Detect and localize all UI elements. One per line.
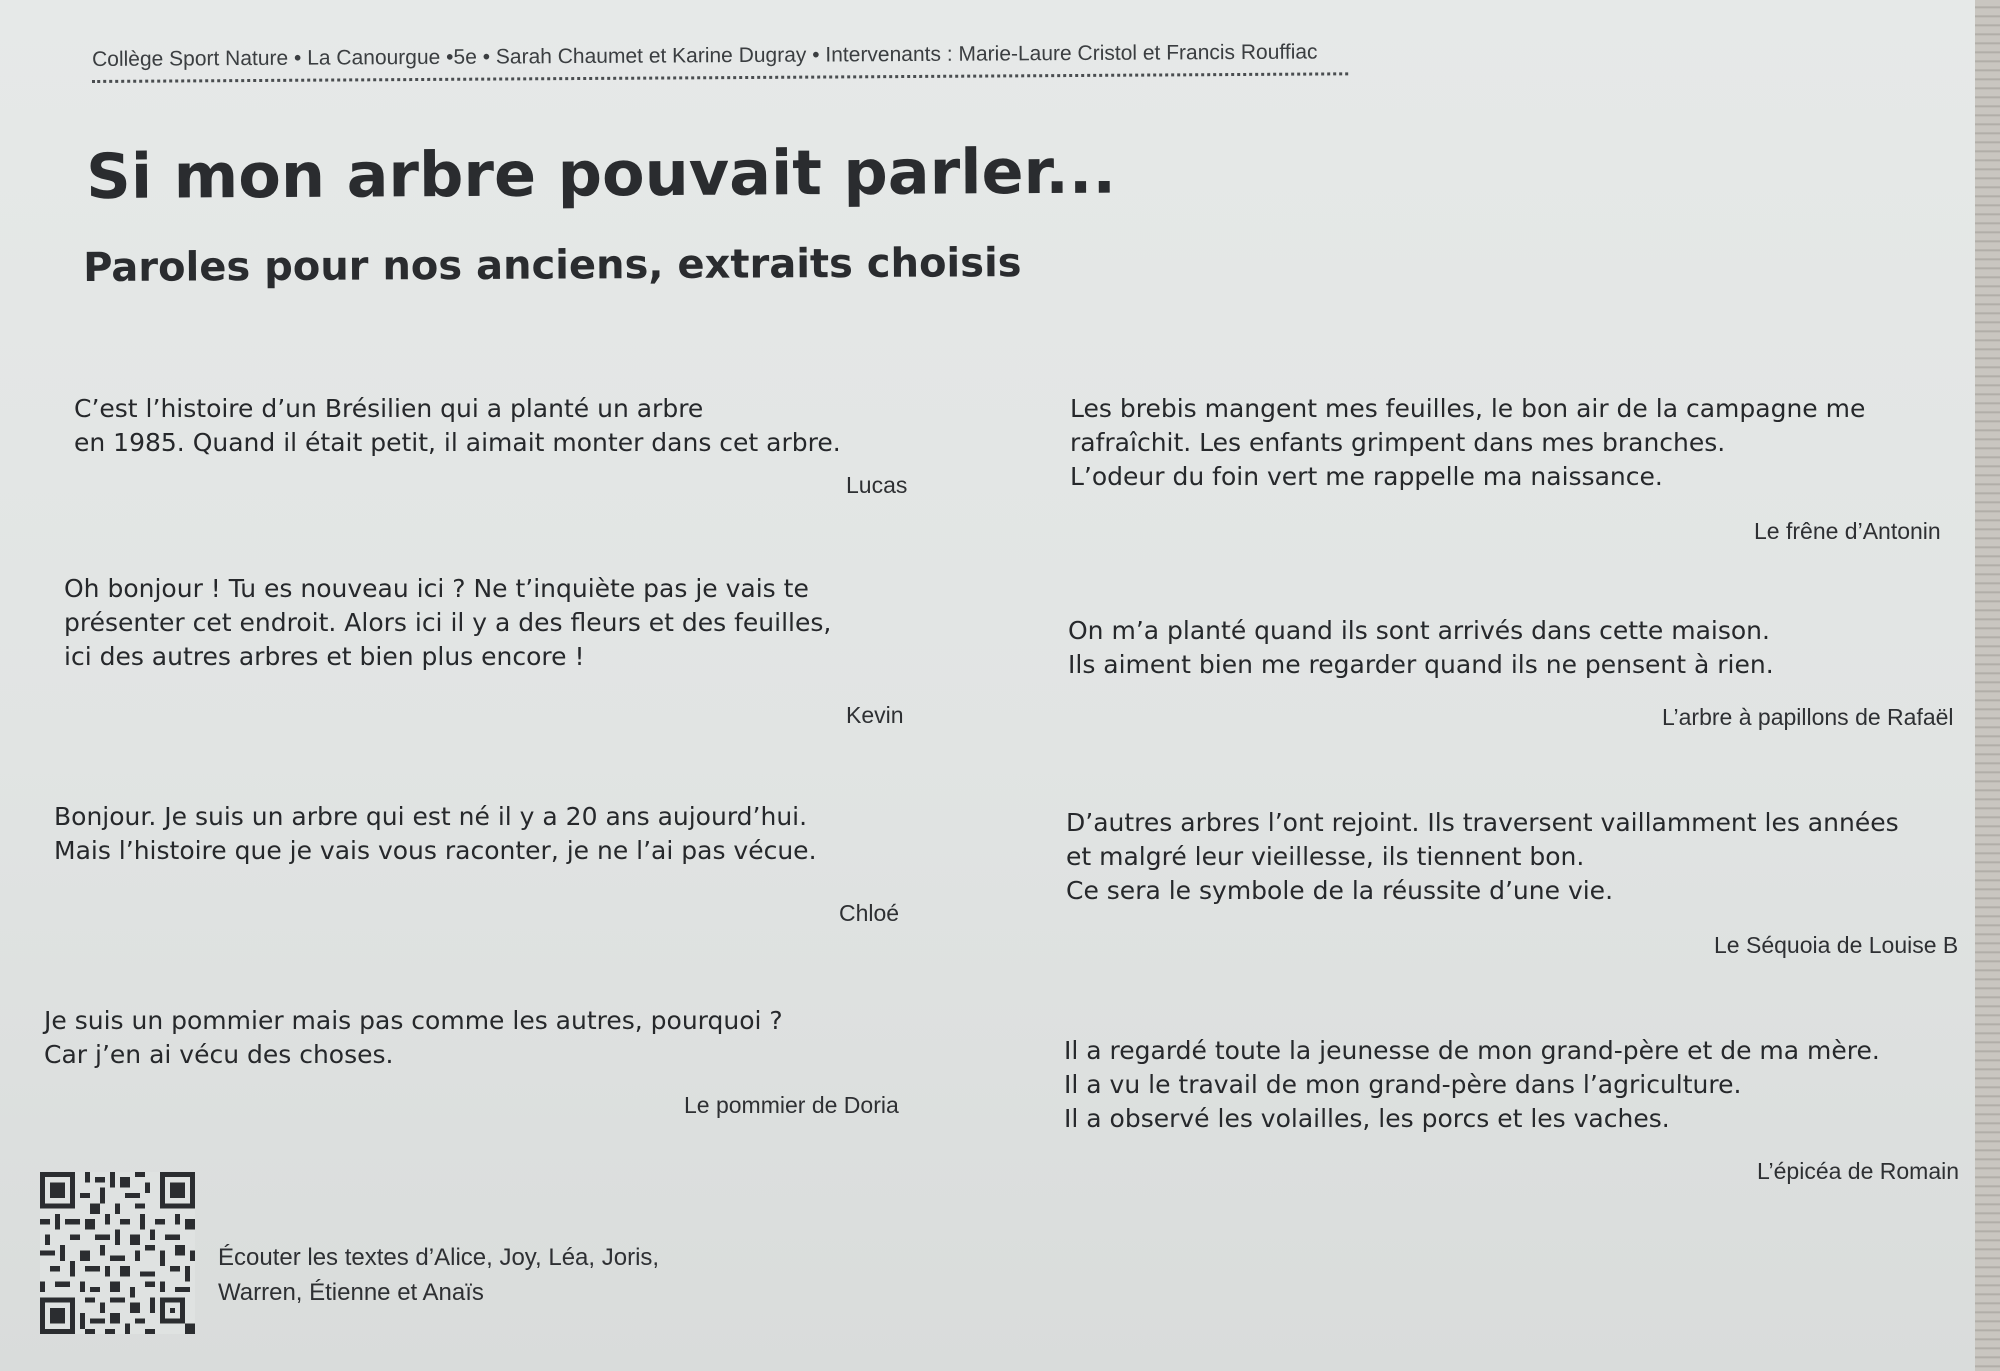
quote-line: Il a observé les volailles, les porcs et les vaches. — [1064, 1104, 1670, 1133]
quote-line: ici des autres arbres et bien plus encore ! — [64, 642, 585, 671]
quote-line: Mais l’histoire que je vais vous raconter, je ne l’ai pas vécue. — [54, 836, 817, 865]
qr-code-icon[interactable] — [40, 1172, 195, 1334]
quote-author: L’arbre à papillons de Rafaël — [1662, 704, 1954, 730]
quote-author: Kevin — [846, 702, 904, 728]
quote-line: Il a regardé toute la jeunesse de mon grand-père et de ma mère. — [1064, 1036, 1880, 1065]
quote-author: L’épicéa de Romain — [1757, 1158, 1960, 1184]
quote-author: Lucas — [846, 472, 908, 498]
quote-doria — [44, 1004, 783, 1072]
quote-louise — [1066, 806, 1899, 908]
quote-line: rafraîchit. Les enfants grimpent dans mes branches. — [1070, 428, 1726, 457]
quote-author: Chloé — [839, 900, 900, 926]
quote-author: Le frêne d’Antonin — [1754, 518, 1941, 544]
quote-line: Bonjour. Je suis un arbre qui est né il y a 20 ans aujourd’hui. — [54, 802, 808, 831]
quote-line: Je suis un pommier mais pas comme les autres, pourquoi ? — [44, 1006, 783, 1035]
quote-line: présenter cet endroit. Alors ici il y a des fleurs et des feuilles, — [64, 608, 832, 637]
quote-author: Le pommier de Doria — [684, 1092, 899, 1118]
audio-caption — [218, 1240, 659, 1310]
quote-line: L’odeur du foin vert me rappelle ma naissance. — [1070, 462, 1663, 491]
quote-author: Le Séquoia de Louise B — [1714, 932, 1959, 958]
caption-line: Warren, Étienne et Anaïs — [218, 1279, 484, 1306]
quote-lucas — [74, 392, 841, 460]
page-title: Si mon arbre pouvait parler... — [86, 134, 1117, 213]
page-subtitle: Paroles pour nos anciens, extraits choisis — [83, 240, 1022, 291]
caption-line: Écouter les textes d’Alice, Joy, Léa, Joris, — [218, 1244, 660, 1271]
quote-line: Ils aiment bien me regarder quand ils ne pensent à rien. — [1068, 650, 1774, 679]
quote-line: Ce sera le symbole de la réussite d’une vie. — [1066, 876, 1614, 905]
quote-line: Les brebis mangent mes feuilles, le bon air de la campagne me — [1070, 394, 1866, 423]
quote-line: Il a vu le travail de mon grand-père dans l’agriculture. — [1064, 1070, 1742, 1099]
page-edge — [1975, 0, 2000, 1371]
quote-line: Car j’en ai vécu des choses. — [44, 1040, 394, 1069]
quote-chloe — [54, 800, 817, 868]
quote-antonin — [1070, 392, 1865, 494]
quote-line: On m’a planté quand ils sont arrivés dans cette maison. — [1068, 616, 1770, 645]
quote-rafael — [1068, 614, 1774, 682]
page-header: Collège Sport Nature • La Canourgue •5e • Sarah Chaumet et Karine Dugray • Intervenants : Marie-Laure Cristol et Francis Rouffiac — [92, 40, 1348, 83]
quote-line: et malgré leur vieillesse, ils tiennent bon. — [1066, 842, 1585, 871]
quote-line: C’est l’histoire d’un Brésilien qui a planté un arbre — [74, 394, 704, 423]
quote-kevin — [64, 572, 831, 674]
quote-line: D’autres arbres l’ont rejoint. Ils traversent vaillamment les années — [1066, 808, 1899, 837]
quote-line: Oh bonjour ! Tu es nouveau ici ? Ne t’inquiète pas je vais te — [64, 574, 809, 603]
quote-romain — [1064, 1034, 1880, 1136]
quote-line: en 1985. Quand il était petit, il aimait monter dans cet arbre. — [74, 428, 841, 457]
